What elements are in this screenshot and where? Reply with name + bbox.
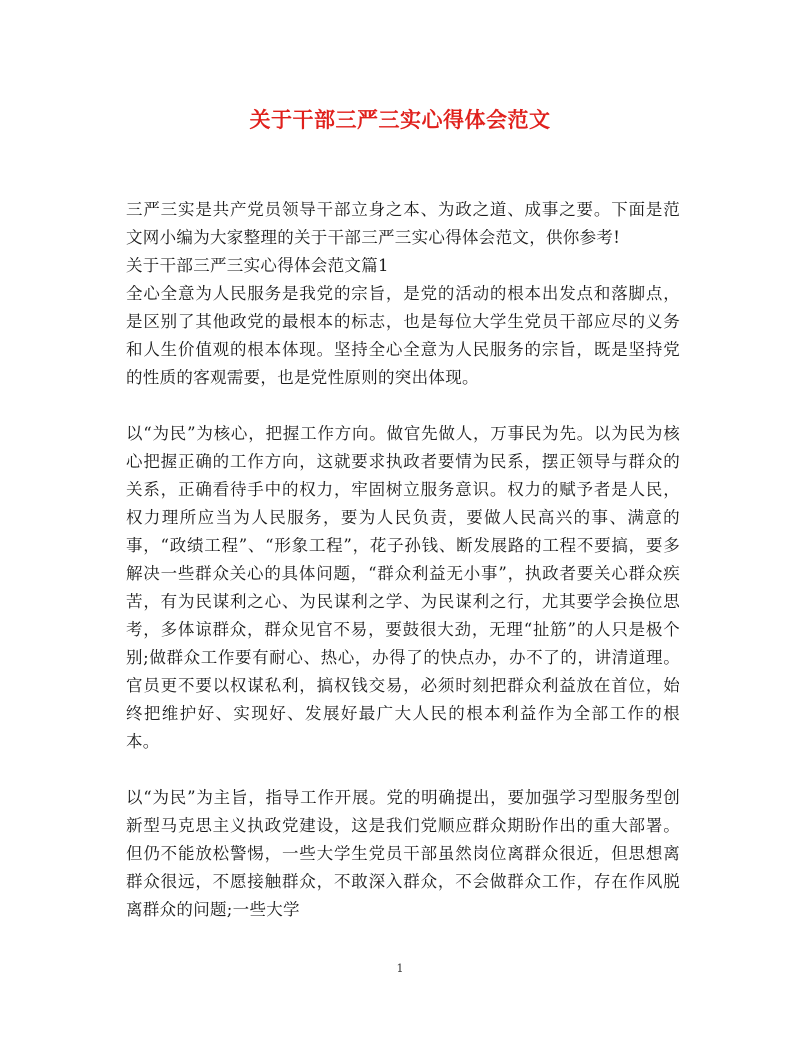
document-title: 关于干部三严三实心得体会范文 <box>249 107 551 132</box>
intro-paragraph: 三严三实是共产党员领导干部立身之本、为政之道、成事之要。下面是范文网小编为大家整理的关于干部三严三实心得体会范文，供你参考! <box>126 200 680 247</box>
body-paragraph: 以“为民”为核心，把握工作方向。做官先做人，万事民为先。以为民为核心把握正确的工作方向，这就要求执政者要情为民系，摆正领导与群众的关系，正确看待手中的权力，牢固树立服务意识。权力的赋予者是人民，权力理所应当为人民服务，要为人民负责，要做人民高兴的事、满意的事，“政绩工程”、“形象工程”，花子孙钱、断发展路的工程不要搞，要多解决一些群众关心的具体问题，“群众利益无小事”，执政者要关心群众疾苦，有为民谋利之心、为民谋利之学、为民谋利之行，尤其要学会换位思考，多体谅群众，群众见官不易，要鼓很大劲，无理“扯筋”的人只是极个别;做群众工作要有耐心、热心，办得了的快点办，办不了的，讲清道理。官员更不要以权谋私利，搞权钱交易，必须时刻把群众利益放在首位，始终把维护好、实现好、发展好最广大人民的根本利益作为全部工作的根本。 <box>126 424 680 751</box>
body-paragraph: 以“为民”为主旨，指导工作开展。党的明确提出，要加强学习型服务型创新型马克思主义执政党建设，这是我们党顺应群众期盼作出的重大部署。但仍不能放松警惕，一些大学生党员干部虽然岗位离群众很近，但思想离群众很远，不愿接触群众，不敢深入群众，不会做群众工作，存在作风脱离群众的问题;一些大学 <box>126 788 680 919</box>
document-body <box>126 196 680 924</box>
page-number: 1 <box>396 962 404 975</box>
body-paragraph: 全心全意为人民服务是我党的宗旨，是党的活动的根本出发点和落脚点，是区别了其他政党的最根本的标志，也是每位大学生党员干部应尽的义务和人生价值观的根本体现。坚持全心全意为人民服务的宗旨，既是坚持党的性质的客观需要，也是党性原则的突出体现。 <box>126 284 680 387</box>
section-heading: 关于干部三严三实心得体会范文篇1 <box>126 256 389 275</box>
